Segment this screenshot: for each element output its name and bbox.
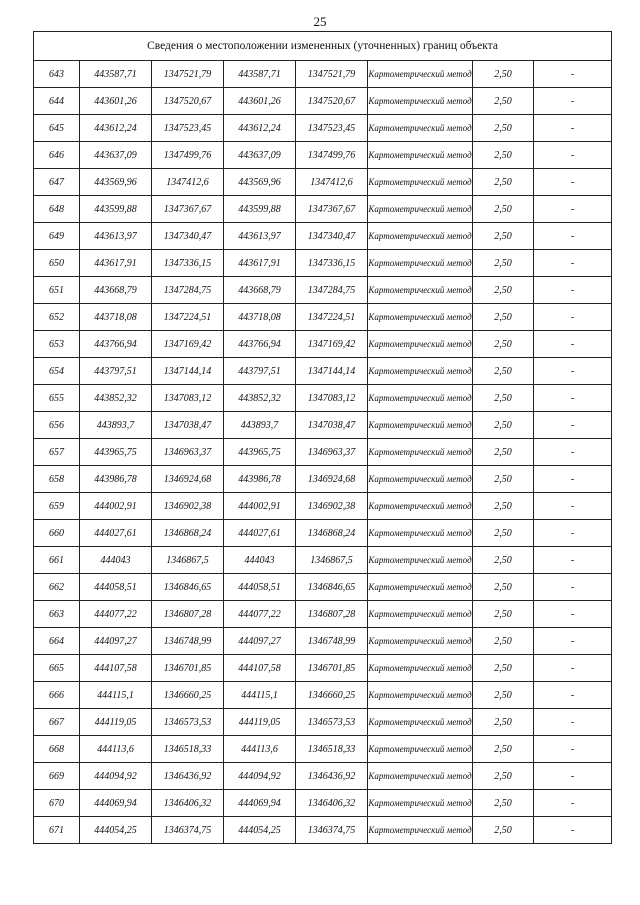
- cell-description: -: [534, 196, 612, 223]
- cell-y-existing: 1346660,25: [152, 682, 224, 709]
- cell-accuracy: 2,50: [473, 115, 534, 142]
- cell-x-new: 443587,71: [224, 61, 296, 88]
- cell-y-new: 1347083,12: [296, 385, 368, 412]
- cell-description: -: [534, 142, 612, 169]
- cell-y-new: 1347412,6: [296, 169, 368, 196]
- cell-x-existing: 443587,71: [80, 61, 152, 88]
- table-row: [34, 790, 612, 817]
- cell-method: Картометрический метод: [368, 358, 473, 385]
- cell-y-existing: 1347224,51: [152, 304, 224, 331]
- cell-point-number: 649: [34, 223, 80, 250]
- cell-accuracy: 2,50: [473, 601, 534, 628]
- cell-y-new: 1346924,68: [296, 466, 368, 493]
- cell-x-existing: 443986,78: [80, 466, 152, 493]
- cell-accuracy: 2,50: [473, 628, 534, 655]
- cell-x-new: 444002,91: [224, 493, 296, 520]
- cell-x-new: 444097,27: [224, 628, 296, 655]
- cell-method: Картометрический метод: [368, 466, 473, 493]
- cell-y-new: 1347336,15: [296, 250, 368, 277]
- cell-description: -: [534, 601, 612, 628]
- cell-point-number: 654: [34, 358, 80, 385]
- cell-x-existing: 443637,09: [80, 142, 152, 169]
- cell-accuracy: 2,50: [473, 142, 534, 169]
- cell-method: Картометрический метод: [368, 439, 473, 466]
- cell-accuracy: 2,50: [473, 574, 534, 601]
- cell-x-existing: 444002,91: [80, 493, 152, 520]
- cell-y-new: 1346902,38: [296, 493, 368, 520]
- cell-accuracy: 2,50: [473, 817, 534, 844]
- cell-x-new: 443766,94: [224, 331, 296, 358]
- cell-x-existing: 444027,61: [80, 520, 152, 547]
- cell-y-new: 1346868,24: [296, 520, 368, 547]
- table-row: [34, 61, 612, 88]
- cell-y-existing: 1347340,47: [152, 223, 224, 250]
- cell-description: -: [534, 709, 612, 736]
- cell-y-existing: 1347083,12: [152, 385, 224, 412]
- table-row: [34, 547, 612, 574]
- cell-y-new: 1347224,51: [296, 304, 368, 331]
- cell-method: Картометрический метод: [368, 250, 473, 277]
- cell-x-existing: 444107,58: [80, 655, 152, 682]
- cell-method: Картометрический метод: [368, 412, 473, 439]
- cell-accuracy: 2,50: [473, 385, 534, 412]
- cell-description: -: [534, 385, 612, 412]
- cell-method: Картометрический метод: [368, 628, 473, 655]
- cell-accuracy: 2,50: [473, 304, 534, 331]
- cell-method: Картометрический метод: [368, 142, 473, 169]
- cell-accuracy: 2,50: [473, 763, 534, 790]
- table-row: [34, 277, 612, 304]
- table-row: [34, 304, 612, 331]
- cell-point-number: 653: [34, 331, 80, 358]
- table-row: [34, 655, 612, 682]
- cell-x-new: 444058,51: [224, 574, 296, 601]
- cell-description: -: [534, 817, 612, 844]
- cell-y-existing: 1347499,76: [152, 142, 224, 169]
- table-row: [34, 250, 612, 277]
- cell-y-new: 1347169,42: [296, 331, 368, 358]
- cell-point-number: 648: [34, 196, 80, 223]
- table-row: [34, 817, 612, 844]
- cell-y-existing: 1346436,92: [152, 763, 224, 790]
- cell-y-existing: 1347336,15: [152, 250, 224, 277]
- cell-accuracy: 2,50: [473, 547, 534, 574]
- table-row: [34, 88, 612, 115]
- cell-description: -: [534, 736, 612, 763]
- cell-y-new: 1346374,75: [296, 817, 368, 844]
- cell-point-number: 666: [34, 682, 80, 709]
- cell-y-existing: 1347523,45: [152, 115, 224, 142]
- cell-method: Картометрический метод: [368, 574, 473, 601]
- cell-y-existing: 1346867,5: [152, 547, 224, 574]
- cell-y-new: 1346406,32: [296, 790, 368, 817]
- cell-accuracy: 2,50: [473, 520, 534, 547]
- cell-point-number: 656: [34, 412, 80, 439]
- table-row: [34, 142, 612, 169]
- cell-y-new: 1347340,47: [296, 223, 368, 250]
- cell-point-number: 665: [34, 655, 80, 682]
- cell-accuracy: 2,50: [473, 61, 534, 88]
- cell-accuracy: 2,50: [473, 331, 534, 358]
- cell-y-existing: 1347038,47: [152, 412, 224, 439]
- cell-accuracy: 2,50: [473, 709, 534, 736]
- cell-point-number: 658: [34, 466, 80, 493]
- cell-x-new: 444115,1: [224, 682, 296, 709]
- cell-x-existing: 444097,27: [80, 628, 152, 655]
- cell-x-existing: 443766,94: [80, 331, 152, 358]
- cell-y-new: 1346660,25: [296, 682, 368, 709]
- cell-x-new: 444113,6: [224, 736, 296, 763]
- cell-y-existing: 1346846,65: [152, 574, 224, 601]
- cell-point-number: 663: [34, 601, 80, 628]
- cell-method: Картометрический метод: [368, 547, 473, 574]
- table-row: [34, 574, 612, 601]
- cell-x-new: 443718,08: [224, 304, 296, 331]
- cell-y-new: 1347520,67: [296, 88, 368, 115]
- cell-y-new: 1346436,92: [296, 763, 368, 790]
- cell-method: Картометрический метод: [368, 790, 473, 817]
- cell-x-existing: 443612,24: [80, 115, 152, 142]
- cell-accuracy: 2,50: [473, 466, 534, 493]
- table-row: [34, 736, 612, 763]
- cell-x-new: 444027,61: [224, 520, 296, 547]
- table-row: [34, 493, 612, 520]
- cell-x-new: 444119,05: [224, 709, 296, 736]
- cell-point-number: 652: [34, 304, 80, 331]
- cell-y-new: 1347038,47: [296, 412, 368, 439]
- cell-x-existing: 443601,26: [80, 88, 152, 115]
- cell-y-existing: 1347284,75: [152, 277, 224, 304]
- cell-point-number: 655: [34, 385, 80, 412]
- cell-x-existing: 444115,1: [80, 682, 152, 709]
- cell-x-existing: 443852,32: [80, 385, 152, 412]
- table-row: [34, 763, 612, 790]
- cell-description: -: [534, 655, 612, 682]
- cell-accuracy: 2,50: [473, 196, 534, 223]
- cell-x-new: 443965,75: [224, 439, 296, 466]
- table-row: [34, 385, 612, 412]
- cell-y-existing: 1347412,6: [152, 169, 224, 196]
- cell-y-existing: 1346573,53: [152, 709, 224, 736]
- table-row: [34, 520, 612, 547]
- cell-point-number: 651: [34, 277, 80, 304]
- cell-description: -: [534, 169, 612, 196]
- cell-method: Картометрический метод: [368, 61, 473, 88]
- cell-accuracy: 2,50: [473, 88, 534, 115]
- cell-description: -: [534, 466, 612, 493]
- cell-x-new: 444054,25: [224, 817, 296, 844]
- cell-accuracy: 2,50: [473, 736, 534, 763]
- cell-x-new: 443617,91: [224, 250, 296, 277]
- cell-point-number: 662: [34, 574, 80, 601]
- cell-accuracy: 2,50: [473, 655, 534, 682]
- table-row: [34, 709, 612, 736]
- cell-description: -: [534, 331, 612, 358]
- cell-description: -: [534, 304, 612, 331]
- cell-accuracy: 2,50: [473, 682, 534, 709]
- cell-x-existing: 444069,94: [80, 790, 152, 817]
- cell-x-new: 443893,7: [224, 412, 296, 439]
- cell-accuracy: 2,50: [473, 790, 534, 817]
- cell-x-new: 443986,78: [224, 466, 296, 493]
- table-row: [34, 682, 612, 709]
- cell-point-number: 667: [34, 709, 80, 736]
- cell-y-new: 1347367,67: [296, 196, 368, 223]
- cell-x-existing: 444058,51: [80, 574, 152, 601]
- cell-point-number: 645: [34, 115, 80, 142]
- cell-y-new: 1347499,76: [296, 142, 368, 169]
- cell-accuracy: 2,50: [473, 250, 534, 277]
- cell-description: -: [534, 115, 612, 142]
- cell-y-new: 1346807,28: [296, 601, 368, 628]
- cell-description: -: [534, 250, 612, 277]
- cell-point-number: 650: [34, 250, 80, 277]
- cell-method: Картометрический метод: [368, 304, 473, 331]
- cell-x-new: 443613,97: [224, 223, 296, 250]
- cell-description: -: [534, 520, 612, 547]
- cell-description: -: [534, 574, 612, 601]
- cell-x-new: 444094,92: [224, 763, 296, 790]
- table-row: [34, 115, 612, 142]
- cell-description: -: [534, 547, 612, 574]
- cell-point-number: 669: [34, 763, 80, 790]
- cell-x-new: 443852,32: [224, 385, 296, 412]
- page-number: 25: [313, 14, 327, 29]
- cell-y-new: 1346748,99: [296, 628, 368, 655]
- cell-method: Картометрический метод: [368, 385, 473, 412]
- cell-accuracy: 2,50: [473, 439, 534, 466]
- cell-point-number: 644: [34, 88, 80, 115]
- cell-x-existing: 443718,08: [80, 304, 152, 331]
- cell-y-existing: 1347169,42: [152, 331, 224, 358]
- cell-x-existing: 443617,91: [80, 250, 152, 277]
- cell-point-number: 660: [34, 520, 80, 547]
- coordinates-table: [33, 31, 612, 844]
- cell-y-new: 1346867,5: [296, 547, 368, 574]
- cell-y-existing: 1346963,37: [152, 439, 224, 466]
- cell-y-existing: 1347367,67: [152, 196, 224, 223]
- cell-method: Картометрический метод: [368, 709, 473, 736]
- cell-y-existing: 1346807,28: [152, 601, 224, 628]
- cell-y-new: 1346846,65: [296, 574, 368, 601]
- cell-x-new: 444069,94: [224, 790, 296, 817]
- cell-x-new: 443797,51: [224, 358, 296, 385]
- cell-x-existing: 444094,92: [80, 763, 152, 790]
- cell-y-new: 1346573,53: [296, 709, 368, 736]
- cell-method: Картометрический метод: [368, 655, 473, 682]
- cell-y-existing: 1346374,75: [152, 817, 224, 844]
- cell-method: Картометрический метод: [368, 196, 473, 223]
- cell-x-existing: 443569,96: [80, 169, 152, 196]
- cell-method: Картометрический метод: [368, 736, 473, 763]
- table-title-row: [34, 32, 612, 61]
- cell-point-number: 661: [34, 547, 80, 574]
- cell-point-number: 664: [34, 628, 80, 655]
- cell-y-existing: 1346748,99: [152, 628, 224, 655]
- cell-point-number: 670: [34, 790, 80, 817]
- cell-point-number: 643: [34, 61, 80, 88]
- cell-y-existing: 1347521,79: [152, 61, 224, 88]
- cell-x-existing: 444113,6: [80, 736, 152, 763]
- table-row: [34, 196, 612, 223]
- table-row: [34, 628, 612, 655]
- cell-x-new: 443601,26: [224, 88, 296, 115]
- table-row: [34, 169, 612, 196]
- cell-point-number: 647: [34, 169, 80, 196]
- cell-x-existing: 444077,22: [80, 601, 152, 628]
- cell-x-existing: 444119,05: [80, 709, 152, 736]
- cell-y-new: 1346963,37: [296, 439, 368, 466]
- cell-x-new: 443569,96: [224, 169, 296, 196]
- cell-y-existing: 1346518,33: [152, 736, 224, 763]
- cell-method: Картометрический метод: [368, 223, 473, 250]
- cell-x-new: 444043: [224, 547, 296, 574]
- cell-point-number: 646: [34, 142, 80, 169]
- cell-y-existing: 1346406,32: [152, 790, 224, 817]
- cell-y-existing: 1346924,68: [152, 466, 224, 493]
- cell-description: -: [534, 61, 612, 88]
- cell-y-new: 1346518,33: [296, 736, 368, 763]
- cell-description: -: [534, 88, 612, 115]
- cell-description: -: [534, 682, 612, 709]
- cell-y-new: 1347523,45: [296, 115, 368, 142]
- cell-description: -: [534, 493, 612, 520]
- cell-point-number: 657: [34, 439, 80, 466]
- cell-y-new: 1347521,79: [296, 61, 368, 88]
- cell-method: Картометрический метод: [368, 601, 473, 628]
- cell-description: -: [534, 223, 612, 250]
- cell-method: Картометрический метод: [368, 817, 473, 844]
- cell-x-existing: 444043: [80, 547, 152, 574]
- cell-x-existing: 443599,88: [80, 196, 152, 223]
- table-row: [34, 466, 612, 493]
- cell-method: Картометрический метод: [368, 331, 473, 358]
- cell-method: Картометрический метод: [368, 520, 473, 547]
- coordinates-table-body: [34, 32, 612, 844]
- cell-method: Картометрический метод: [368, 682, 473, 709]
- cell-method: Картометрический метод: [368, 169, 473, 196]
- cell-y-new: 1347144,14: [296, 358, 368, 385]
- cell-x-existing: 443613,97: [80, 223, 152, 250]
- cell-y-existing: 1347144,14: [152, 358, 224, 385]
- cell-y-existing: 1347520,67: [152, 88, 224, 115]
- cell-x-new: 443668,79: [224, 277, 296, 304]
- table-row: [34, 358, 612, 385]
- cell-point-number: 659: [34, 493, 80, 520]
- cell-description: -: [534, 790, 612, 817]
- cell-y-existing: 1346902,38: [152, 493, 224, 520]
- cell-x-existing: 443893,7: [80, 412, 152, 439]
- table-row: [34, 601, 612, 628]
- cell-accuracy: 2,50: [473, 493, 534, 520]
- cell-method: Картометрический метод: [368, 88, 473, 115]
- cell-x-existing: 444054,25: [80, 817, 152, 844]
- cell-y-new: 1346701,85: [296, 655, 368, 682]
- cell-x-new: 444077,22: [224, 601, 296, 628]
- cell-x-existing: 443668,79: [80, 277, 152, 304]
- cell-accuracy: 2,50: [473, 169, 534, 196]
- cell-description: -: [534, 277, 612, 304]
- cell-point-number: 668: [34, 736, 80, 763]
- cell-method: Картометрический метод: [368, 493, 473, 520]
- cell-method: Картометрический метод: [368, 115, 473, 142]
- cell-accuracy: 2,50: [473, 223, 534, 250]
- cell-description: -: [534, 358, 612, 385]
- cell-method: Картометрический метод: [368, 763, 473, 790]
- table-row: [34, 331, 612, 358]
- table-row: [34, 223, 612, 250]
- cell-x-existing: 443965,75: [80, 439, 152, 466]
- cell-x-new: 443637,09: [224, 142, 296, 169]
- cell-point-number: 671: [34, 817, 80, 844]
- table-row: [34, 412, 612, 439]
- cell-description: -: [534, 412, 612, 439]
- table-title: Сведения о местоположении измененных (уточненных) границ объекта: [34, 32, 612, 61]
- cell-y-existing: 1346868,24: [152, 520, 224, 547]
- cell-x-existing: 443797,51: [80, 358, 152, 385]
- cell-accuracy: 2,50: [473, 358, 534, 385]
- cell-x-new: 444107,58: [224, 655, 296, 682]
- cell-y-new: 1347284,75: [296, 277, 368, 304]
- table-row: [34, 439, 612, 466]
- cell-y-existing: 1346701,85: [152, 655, 224, 682]
- cell-description: -: [534, 628, 612, 655]
- cell-x-new: 443599,88: [224, 196, 296, 223]
- cell-accuracy: 2,50: [473, 277, 534, 304]
- cell-method: Картометрический метод: [368, 277, 473, 304]
- cell-description: -: [534, 763, 612, 790]
- cell-x-new: 443612,24: [224, 115, 296, 142]
- cell-accuracy: 2,50: [473, 412, 534, 439]
- cell-description: -: [534, 439, 612, 466]
